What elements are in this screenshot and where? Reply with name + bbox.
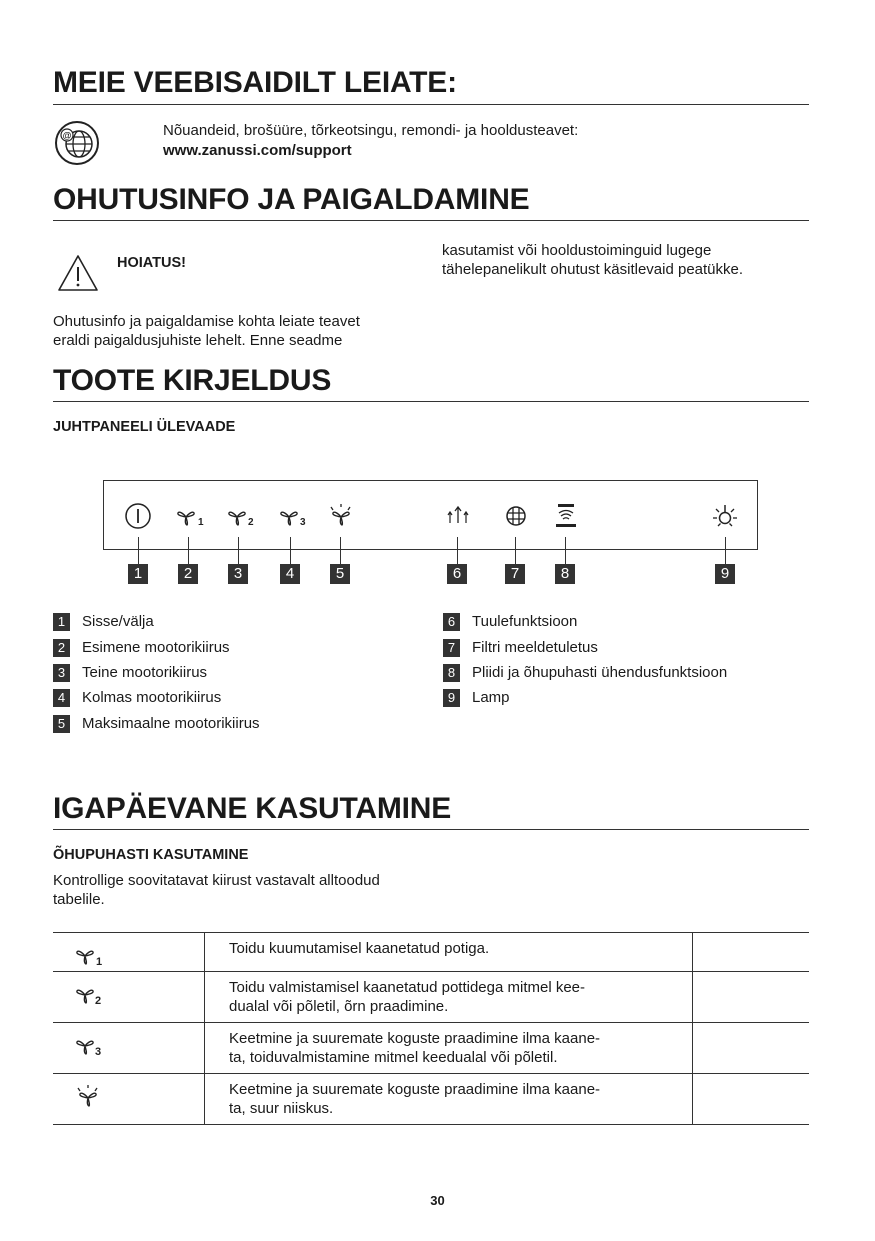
- warning-triangle-icon: [57, 254, 99, 292]
- fan-speed-3-icon: [75, 1033, 103, 1059]
- legend-item: [53, 663, 207, 683]
- legend-number: 7: [443, 639, 460, 657]
- web-globe-icon: [54, 120, 100, 166]
- legend-number: 6: [443, 613, 460, 631]
- panel-overview-subtitle: JUHTPANEELI ÜLEVAADE: [53, 419, 236, 435]
- legend-number: 4: [53, 689, 70, 707]
- table-text-cell: [205, 1074, 693, 1125]
- fan-speed-2-icon[interactable]: [227, 503, 255, 529]
- heading-safety: OHUTUSINFO JA PAIGALDAMINE: [53, 183, 530, 216]
- callout-line: [290, 537, 291, 564]
- legend-number: 5: [53, 715, 70, 733]
- row-text-line: ta, suur niiskus.: [229, 1100, 334, 1117]
- legend-label: Esimene mootorikiirus: [82, 639, 230, 657]
- callout-line: [340, 537, 341, 564]
- legend-label: Teine mootorikiirus: [82, 664, 208, 682]
- breeze-icon[interactable]: [444, 503, 472, 529]
- callout-line: [515, 537, 516, 564]
- row-text-line: dualal või põletil, õrn praadimine.: [229, 998, 449, 1015]
- divider: [53, 220, 809, 221]
- legend-item: [443, 612, 577, 632]
- support-text: Nõuandeid, brošüüre, tõrkeotsingu, remondi- ja hooldusteavet:: [163, 122, 579, 139]
- table-row: [53, 1023, 809, 1074]
- hood-use-intro-1: Kontrollige soovitatavat kiirust vastavalt alltoodud: [53, 872, 380, 889]
- warning-label: HOIATUS!: [117, 255, 187, 271]
- callout-number: 1: [128, 564, 148, 584]
- divider: [53, 401, 809, 402]
- table-text-cell: [205, 972, 693, 1023]
- support-url[interactable]: www.zanussi.com/support: [163, 142, 352, 159]
- table-icon-cell: [53, 933, 205, 972]
- row-text-line: ta, toiduvalmistamine mitmel keedualal või põletil.: [229, 1049, 558, 1066]
- callout-line: [188, 537, 189, 564]
- legend-number: 2: [53, 639, 70, 657]
- callout-line: [138, 537, 139, 564]
- legend-label: Maksimaalne mootorikiirus: [82, 715, 260, 733]
- svg-text:3: 3: [95, 1046, 102, 1058]
- table-empty-cell: [693, 972, 810, 1023]
- safety-text-left-2: eraldi paigaldusjuhiste lehelt. Enne seadme: [53, 332, 343, 349]
- callout-line: [565, 537, 566, 564]
- row-text-line: Keetmine ja suuremate koguste praadimine ilma kaane-: [229, 1081, 601, 1098]
- power-icon[interactable]: [124, 503, 152, 529]
- filter-grid-icon[interactable]: [502, 503, 530, 529]
- legend-label: Kolmas mootorikiirus: [82, 689, 222, 707]
- callout-number: 2: [178, 564, 198, 584]
- callout-number: 6: [447, 564, 467, 584]
- fan-speed-3-icon[interactable]: [279, 503, 307, 529]
- fan-max-icon: [75, 1084, 103, 1110]
- legend-item: [443, 638, 598, 658]
- legend-number: 3: [53, 664, 70, 682]
- heading-product: TOOTE KIRJELDUS: [53, 364, 332, 397]
- callout-line: [457, 537, 458, 564]
- table-row: [53, 972, 809, 1023]
- row-text-line: Toidu kuumutamisel kaanetatud potiga.: [229, 940, 490, 957]
- callout-number: 5: [330, 564, 350, 584]
- legend-item: [443, 688, 510, 708]
- legend-item: [53, 612, 154, 632]
- svg-text:2: 2: [95, 995, 102, 1007]
- heading-daily-use: IGAPÄEVANE KASUTAMINE: [53, 792, 452, 825]
- fan-speed-1-icon: [75, 943, 103, 969]
- callout-line: [238, 537, 239, 564]
- hood-use-intro-2: tabelile.: [53, 891, 105, 908]
- legend-label: Sisse/välja: [82, 613, 154, 631]
- svg-text:@: @: [62, 130, 72, 141]
- legend-item: [53, 714, 260, 734]
- table-text-cell: [205, 1023, 693, 1074]
- page-number: 30: [430, 1193, 445, 1208]
- fan-speed-1-icon[interactable]: [176, 503, 204, 529]
- table-row: [53, 1074, 809, 1125]
- table-empty-cell: [693, 933, 810, 972]
- svg-text:3: 3: [300, 517, 306, 528]
- safety-text-right-2: tähelepanelikult ohutust käsitlevaid peatükke.: [442, 261, 744, 278]
- legend-number: 9: [443, 689, 460, 707]
- legend-label: Filtri meeldetuletus: [472, 639, 598, 657]
- svg-text:1: 1: [198, 517, 204, 528]
- divider: [53, 829, 809, 830]
- legend-item: [443, 663, 727, 683]
- legend-number: 1: [53, 613, 70, 631]
- table-empty-cell: [693, 1023, 810, 1074]
- fan-speed-2-icon: [75, 982, 103, 1008]
- lamp-icon[interactable]: [711, 503, 739, 529]
- table-icon-cell: [53, 972, 205, 1023]
- safety-text-left-1: Ohutusinfo ja paigaldamise kohta leiate teavet: [53, 313, 360, 330]
- safety-text-right-1: kasutamist või hooldustoiminguid lugege: [442, 242, 712, 259]
- callout-line: [725, 537, 726, 564]
- callout-number: 3: [228, 564, 248, 584]
- svg-text:2: 2: [248, 517, 254, 528]
- hob2hood-icon[interactable]: [552, 503, 580, 529]
- row-text-line: Keetmine ja suuremate koguste praadimine ilma kaane-: [229, 1030, 601, 1047]
- divider: [53, 104, 809, 105]
- legend-label: Lamp: [472, 689, 510, 707]
- legend-label: Tuulefunktsioon: [472, 613, 578, 631]
- heading-website: MEIE VEEBISAIDILT LEIATE:: [53, 66, 457, 99]
- callout-number: 4: [280, 564, 300, 584]
- speed-table: [53, 932, 809, 1125]
- table-icon-cell: [53, 1023, 205, 1074]
- table-empty-cell: [693, 1074, 810, 1125]
- table-text-cell: [205, 933, 693, 972]
- legend-number: 8: [443, 664, 460, 682]
- legend-label: Pliidi ja õhupuhasti ühendusfunktsioon: [472, 664, 728, 682]
- svg-text:1: 1: [96, 956, 103, 968]
- callout-number: 9: [715, 564, 735, 584]
- legend-item: [53, 688, 221, 708]
- legend-item: [53, 638, 230, 658]
- callout-number: 8: [555, 564, 575, 584]
- table-row: [53, 933, 809, 972]
- fan-max-icon[interactable]: [328, 503, 356, 529]
- row-text-line: Toidu valmistamisel kaanetatud pottidega mitmel kee-: [229, 979, 586, 996]
- table-icon-cell: [53, 1074, 205, 1125]
- callout-number: 7: [505, 564, 525, 584]
- hood-use-subtitle: ÕHUPUHASTI KASUTAMINE: [53, 847, 249, 863]
